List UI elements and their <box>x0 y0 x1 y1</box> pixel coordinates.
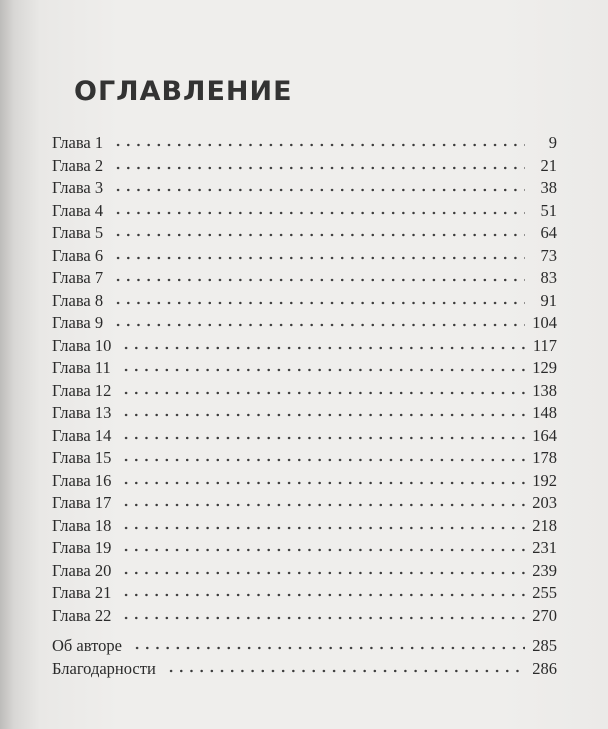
dot-leader <box>132 646 525 650</box>
toc-entry-page: 9 <box>548 133 557 152</box>
table-of-contents <box>52 132 557 680</box>
toc-entry-label: Благодарности <box>52 658 156 678</box>
toc-entry-label: Глава 11 <box>52 358 111 377</box>
toc-entry-page: 218 <box>532 515 557 535</box>
toc-entry[interactable] <box>52 492 557 515</box>
toc-entry[interactable] <box>52 312 557 335</box>
page-title: ОГЛАВЛЕНИЕ <box>74 76 293 107</box>
dot-leader <box>121 413 525 417</box>
dot-leader <box>121 571 525 575</box>
toc-entry[interactable] <box>52 335 557 358</box>
dot-leader <box>113 256 525 260</box>
dot-leader <box>121 616 525 620</box>
dot-leader <box>121 548 525 552</box>
dot-leader <box>113 301 525 305</box>
toc-entry[interactable] <box>52 658 557 681</box>
toc-entry-page: 255 <box>532 583 557 602</box>
toc-entry-label: Глава 12 <box>52 380 112 400</box>
toc-entry-label: Глава 8 <box>52 290 104 310</box>
toc-entry[interactable] <box>52 605 557 628</box>
chapter-list <box>52 132 557 627</box>
toc-entry[interactable] <box>52 155 557 178</box>
toc-entry-page: 73 <box>540 245 557 265</box>
dot-leader <box>121 526 525 530</box>
toc-entry-page: 129 <box>532 358 557 377</box>
toc-entry[interactable] <box>52 560 557 583</box>
toc-entry-label: Глава 22 <box>52 605 112 625</box>
toc-entry[interactable] <box>52 267 557 290</box>
dot-leader <box>113 143 525 147</box>
toc-entry[interactable] <box>52 582 557 605</box>
toc-entry-label: Глава 1 <box>52 133 104 152</box>
dot-leader <box>121 458 525 462</box>
toc-entry-label: Глава 2 <box>52 155 104 175</box>
toc-entry[interactable] <box>52 177 557 200</box>
dot-leader <box>113 278 525 282</box>
toc-entry[interactable] <box>52 537 557 560</box>
extras-list <box>52 635 557 680</box>
toc-entry-page: 138 <box>532 380 557 400</box>
toc-entry-page: 285 <box>532 636 557 655</box>
toc-entry-label: Глава 15 <box>52 448 112 467</box>
toc-entry-label: Глава 20 <box>52 560 112 580</box>
toc-entry-label: Глава 5 <box>52 223 104 242</box>
dot-leader <box>121 368 525 372</box>
toc-entry-label: Глава 21 <box>52 583 112 602</box>
dot-leader <box>121 481 525 485</box>
toc-entry[interactable] <box>52 290 557 313</box>
toc-entry-label: Об авторе <box>52 636 122 655</box>
toc-entry[interactable] <box>52 470 557 493</box>
toc-entry-label: Глава 9 <box>52 313 104 332</box>
section-gap <box>52 627 557 635</box>
dot-leader <box>113 166 525 170</box>
toc-entry[interactable] <box>52 447 557 470</box>
toc-entry-page: 239 <box>532 560 557 580</box>
toc-entry-page: 104 <box>532 313 557 332</box>
toc-entry-page: 38 <box>540 178 557 197</box>
toc-entry-label: Глава 19 <box>52 538 112 557</box>
toc-entry-page: 192 <box>532 470 557 490</box>
toc-entry-label: Глава 18 <box>52 515 112 535</box>
toc-entry-label: Глава 13 <box>52 403 112 422</box>
toc-entry-label: Глава 17 <box>52 493 112 512</box>
toc-entry-page: 286 <box>532 658 557 678</box>
toc-entry-page: 231 <box>532 538 557 557</box>
toc-entry[interactable] <box>52 380 557 403</box>
dot-leader <box>121 436 525 440</box>
toc-entry[interactable] <box>52 245 557 268</box>
dot-leader <box>121 503 525 507</box>
toc-entry[interactable] <box>52 222 557 245</box>
toc-entry-page: 21 <box>540 155 557 175</box>
dot-leader <box>166 669 525 673</box>
toc-entry-page: 270 <box>532 605 557 625</box>
toc-entry-page: 203 <box>532 493 557 512</box>
toc-entry[interactable] <box>52 515 557 538</box>
toc-entry[interactable] <box>52 200 557 223</box>
toc-entry[interactable] <box>52 425 557 448</box>
toc-entry[interactable] <box>52 357 557 380</box>
dot-leader <box>121 346 525 350</box>
dot-leader <box>113 211 525 215</box>
toc-entry-label: Глава 4 <box>52 200 104 220</box>
dot-leader <box>121 593 525 597</box>
toc-entry-page: 164 <box>532 425 557 445</box>
toc-entry[interactable] <box>52 635 557 658</box>
toc-entry-label: Глава 14 <box>52 425 112 445</box>
toc-entry-page: 64 <box>540 223 557 242</box>
toc-entry-page: 91 <box>540 290 557 310</box>
toc-entry-page: 117 <box>532 335 557 355</box>
toc-entry-page: 178 <box>532 448 557 467</box>
dot-leader <box>121 391 525 395</box>
toc-entry[interactable] <box>52 132 557 155</box>
toc-entry-label: Глава 6 <box>52 245 104 265</box>
dot-leader <box>113 233 525 237</box>
dot-leader <box>113 323 525 327</box>
toc-entry-page: 148 <box>532 403 557 422</box>
dot-leader <box>113 188 525 192</box>
toc-entry-label: Глава 3 <box>52 178 104 197</box>
toc-entry-label: Глава 16 <box>52 470 112 490</box>
toc-entry-page: 83 <box>540 268 557 287</box>
toc-entry-label: Глава 7 <box>52 268 104 287</box>
toc-entry-page: 51 <box>540 200 557 220</box>
toc-entry[interactable] <box>52 402 557 425</box>
toc-entry-label: Глава 10 <box>52 335 112 355</box>
